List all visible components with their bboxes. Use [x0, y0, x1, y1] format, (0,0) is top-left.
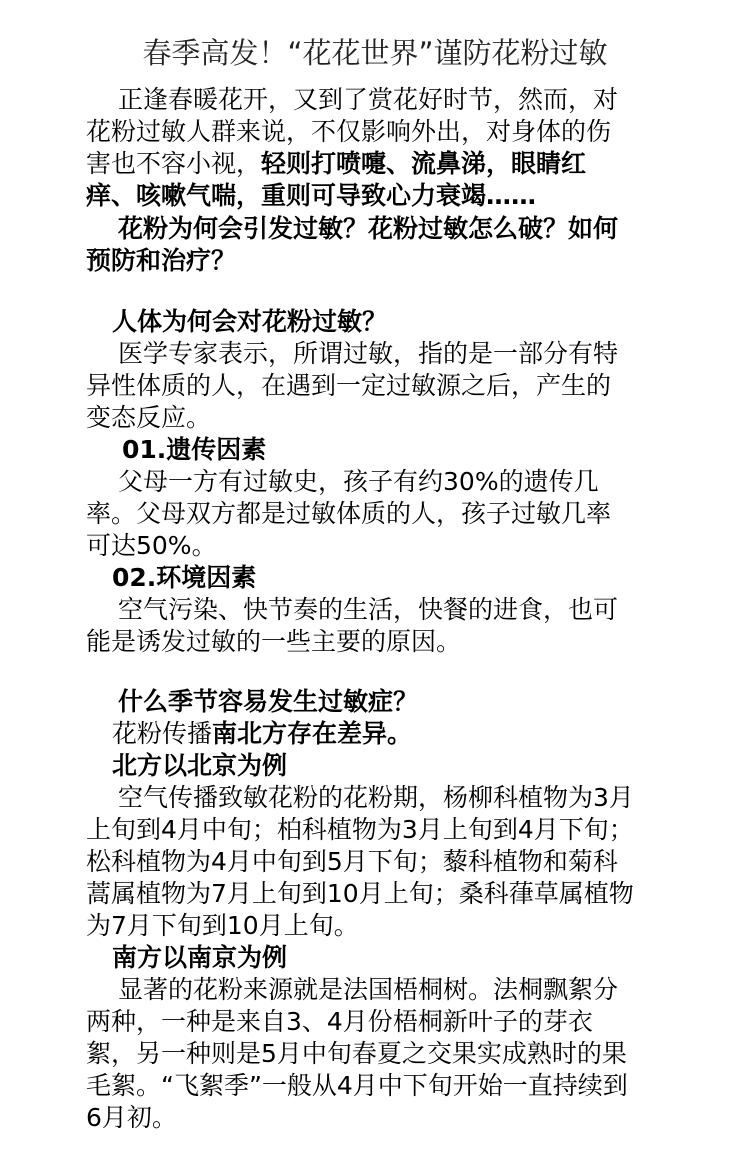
- paragraph-line: 上旬到4月中旬；柏科植物为3月上旬到4月下旬；: [86, 815, 634, 844]
- subheading-south: 南方以南京为例: [112, 943, 288, 972]
- intro-text: 花粉传播: [112, 719, 213, 748]
- paragraph-line: 率。父母双方都是过敏体质的人，孩子过敏几率: [86, 499, 612, 528]
- paragraph-line: 两种，一种是来自3、4月份梧桐新叶子的芽衣: [86, 1007, 593, 1036]
- paragraph-line: 显著的花粉来源就是法国梧桐树。法桐飘絮分: [118, 975, 619, 1004]
- section-heading: 人体为何会对花粉过敏？: [112, 307, 388, 336]
- paragraph-line: 松科植物为4月中旬到5月下旬；藜科植物和菊科: [86, 847, 618, 876]
- subheading-genetic: 01.遗传因素: [122, 435, 267, 464]
- paragraph-line: 为7月下旬到10月上旬。: [86, 911, 359, 940]
- section-heading: 什么季节容易发生过敏症？: [118, 687, 419, 716]
- intro-emphasis: 轻则打喷嚏、流鼻涕，眼睛红: [261, 149, 587, 178]
- intro-line: 花粉过敏人群来说，不仅影响外出，对身体的伤: [86, 117, 612, 146]
- question-line: 预防和治疗？: [86, 246, 237, 275]
- section-2: [86, 686, 676, 1134]
- paragraph-line: 异性体质的人，在遇到一定过敏源之后，产生的: [86, 371, 612, 400]
- question-paragraph: [86, 213, 676, 277]
- section-1: [86, 306, 676, 658]
- paragraph-line: 絮，另一种则是5月中旬春夏之交果实成熟时的果: [86, 1039, 627, 1068]
- article-title: 春季高发！“花花世界”谨防花粉过敏: [142, 36, 608, 70]
- paragraph-line: [86, 718, 676, 750]
- intro-line: 正逢春暖花开，又到了赏花好时节，然而，对: [118, 85, 619, 114]
- subheading-north: 北方以北京为例: [112, 751, 288, 780]
- paragraph-line: 毛絮。“飞絮季”一般从4月中下旬开始一直持续到: [86, 1071, 628, 1100]
- paragraph-line: 6月初。: [86, 1103, 177, 1132]
- intro-text: 害也不容小视，: [86, 149, 262, 178]
- intro-emphasis: 南北方存在差异。: [212, 719, 413, 748]
- subheading-environment: 02.环境因素: [112, 563, 257, 592]
- intro-line: [86, 148, 676, 180]
- paragraph-line: 能是诱发过敏的一些主要的原因。: [86, 627, 462, 656]
- question-line: 花粉为何会引发过敏？花粉过敏怎么破？如何: [118, 214, 619, 243]
- paragraph-line: 蒿属植物为7月上旬到10月上旬；桑科葎草属植物: [86, 879, 634, 908]
- paragraph-line: 空气污染、快节奏的生活，快餐的进食，也可: [118, 595, 619, 624]
- paragraph-line: 医学专家表示，所谓过敏，指的是一部分有特: [118, 339, 619, 368]
- intro-paragraph: [86, 84, 676, 212]
- paragraph-line: 父母一方有过敏史，孩子有约30%的遗传几: [118, 467, 599, 496]
- intro-emphasis-line: 痒、咳嗽气喘，重则可导致心力衰竭……: [86, 181, 537, 210]
- paragraph-line: 空气传播致敏花粉的花粉期，杨柳科植物为3月: [118, 783, 634, 812]
- paragraph-line: 变态反应。: [86, 403, 212, 432]
- paragraph-line: 可达50%。: [86, 531, 217, 560]
